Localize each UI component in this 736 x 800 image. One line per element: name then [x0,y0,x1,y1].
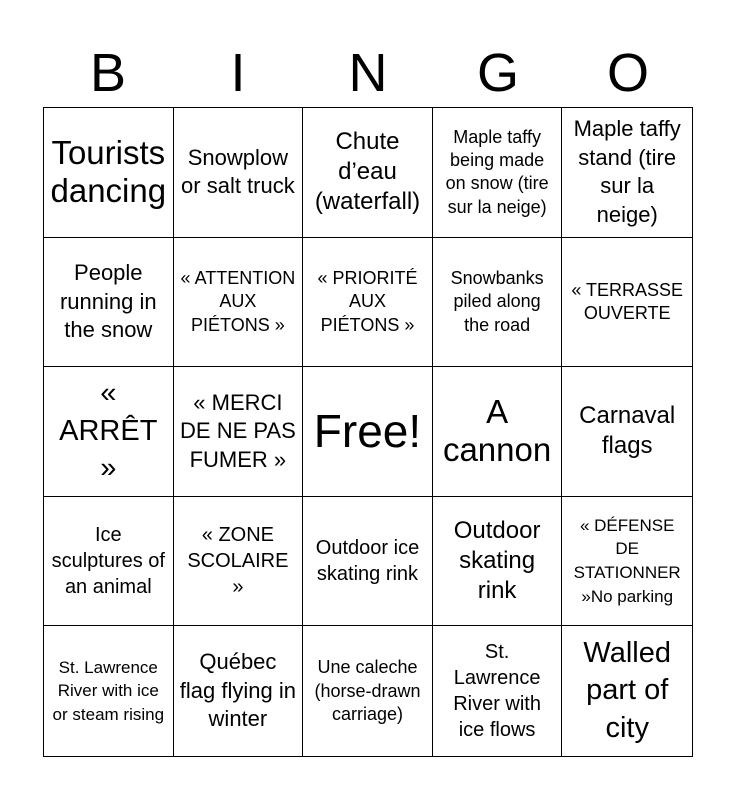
bingo-cell[interactable] [303,108,433,238]
bingo-cell[interactable] [562,238,692,368]
bingo-cell[interactable] [174,497,304,627]
cell-text: Une caleche (horse-drawn carriage) [314,657,421,724]
cell-text: « ATTENTION AUX PIÉTONS » [180,267,296,335]
cell-text: « ARRÊT » [59,376,158,485]
bingo-cell[interactable] [44,238,174,368]
cell-text: « PRIORITÉ AUX PIÉTONS » [317,267,418,335]
bingo-cell[interactable] [44,367,174,497]
bingo-cell[interactable] [174,108,304,238]
cell-text: « MERCI DE NE PAS FUMER » [180,389,296,472]
cell-text: People running in the snow [59,260,157,343]
cell-text: Québec flag flying in winter [179,649,296,732]
header-letter-o: O [606,43,649,103]
cell-text: Carnaval flags [579,402,676,460]
bingo-cell[interactable] [174,367,304,497]
cell-text: Tourists dancing [50,133,167,210]
cell-text: Maple taffy being made on snow (tire sur la neige) [445,126,549,217]
cell-text: St. Lawrence River with ice or steam rising [52,657,165,725]
cell-text: St. Lawrence River with ice flows [453,641,541,742]
bingo-cell[interactable] [433,238,563,368]
cell-text: Snowbanks piled along the road [450,267,544,335]
header-letter-b: B [89,43,127,103]
bingo-cell[interactable] [433,626,563,756]
cell-text: Maple taffy stand (tire sur la neige) [573,116,681,227]
bingo-cell[interactable] [44,626,174,756]
bingo-cell[interactable] [303,497,433,627]
bingo-cell[interactable] [174,238,304,368]
bingo-cell[interactable] [433,367,563,497]
cell-text: Ice sculptures of an animal [51,524,165,599]
cell-text: Snowplow or salt truck [181,144,295,199]
header-letter-i: I [230,43,246,103]
cell-text: Walled part of city [583,636,671,745]
bingo-cell[interactable] [44,497,174,627]
bingo-cell[interactable] [562,626,692,756]
bingo-cell[interactable] [433,108,563,238]
bingo-header [43,40,693,106]
cell-text: « DÉFENSE DE STATIONNER »No parking [573,515,681,606]
cell-text: « ZONE SCOLAIRE » [187,524,289,599]
cell-text: A cannon [442,392,552,469]
bingo-cell[interactable] [174,626,304,756]
free-space-cell[interactable] [303,367,433,497]
cell-text: Outdoor ice skating rink [315,537,420,586]
cell-text: « TERRASSE OUVERTE [571,279,684,323]
bingo-board [43,107,693,757]
bingo-cell[interactable] [303,626,433,756]
cell-text: Chute d’eau (waterfall) [314,128,421,216]
header-letter-g: G [476,43,519,103]
bingo-cell[interactable] [433,497,563,627]
bingo-cell[interactable] [562,108,692,238]
bingo-cell[interactable] [44,108,174,238]
bingo-cell[interactable] [562,497,692,627]
bingo-cell[interactable] [562,367,692,497]
header-letter-n: N [348,43,388,103]
bingo-cell[interactable] [303,238,433,368]
cell-text: Outdoor skating rink [453,517,541,605]
free-space-text: Free! [313,405,422,458]
